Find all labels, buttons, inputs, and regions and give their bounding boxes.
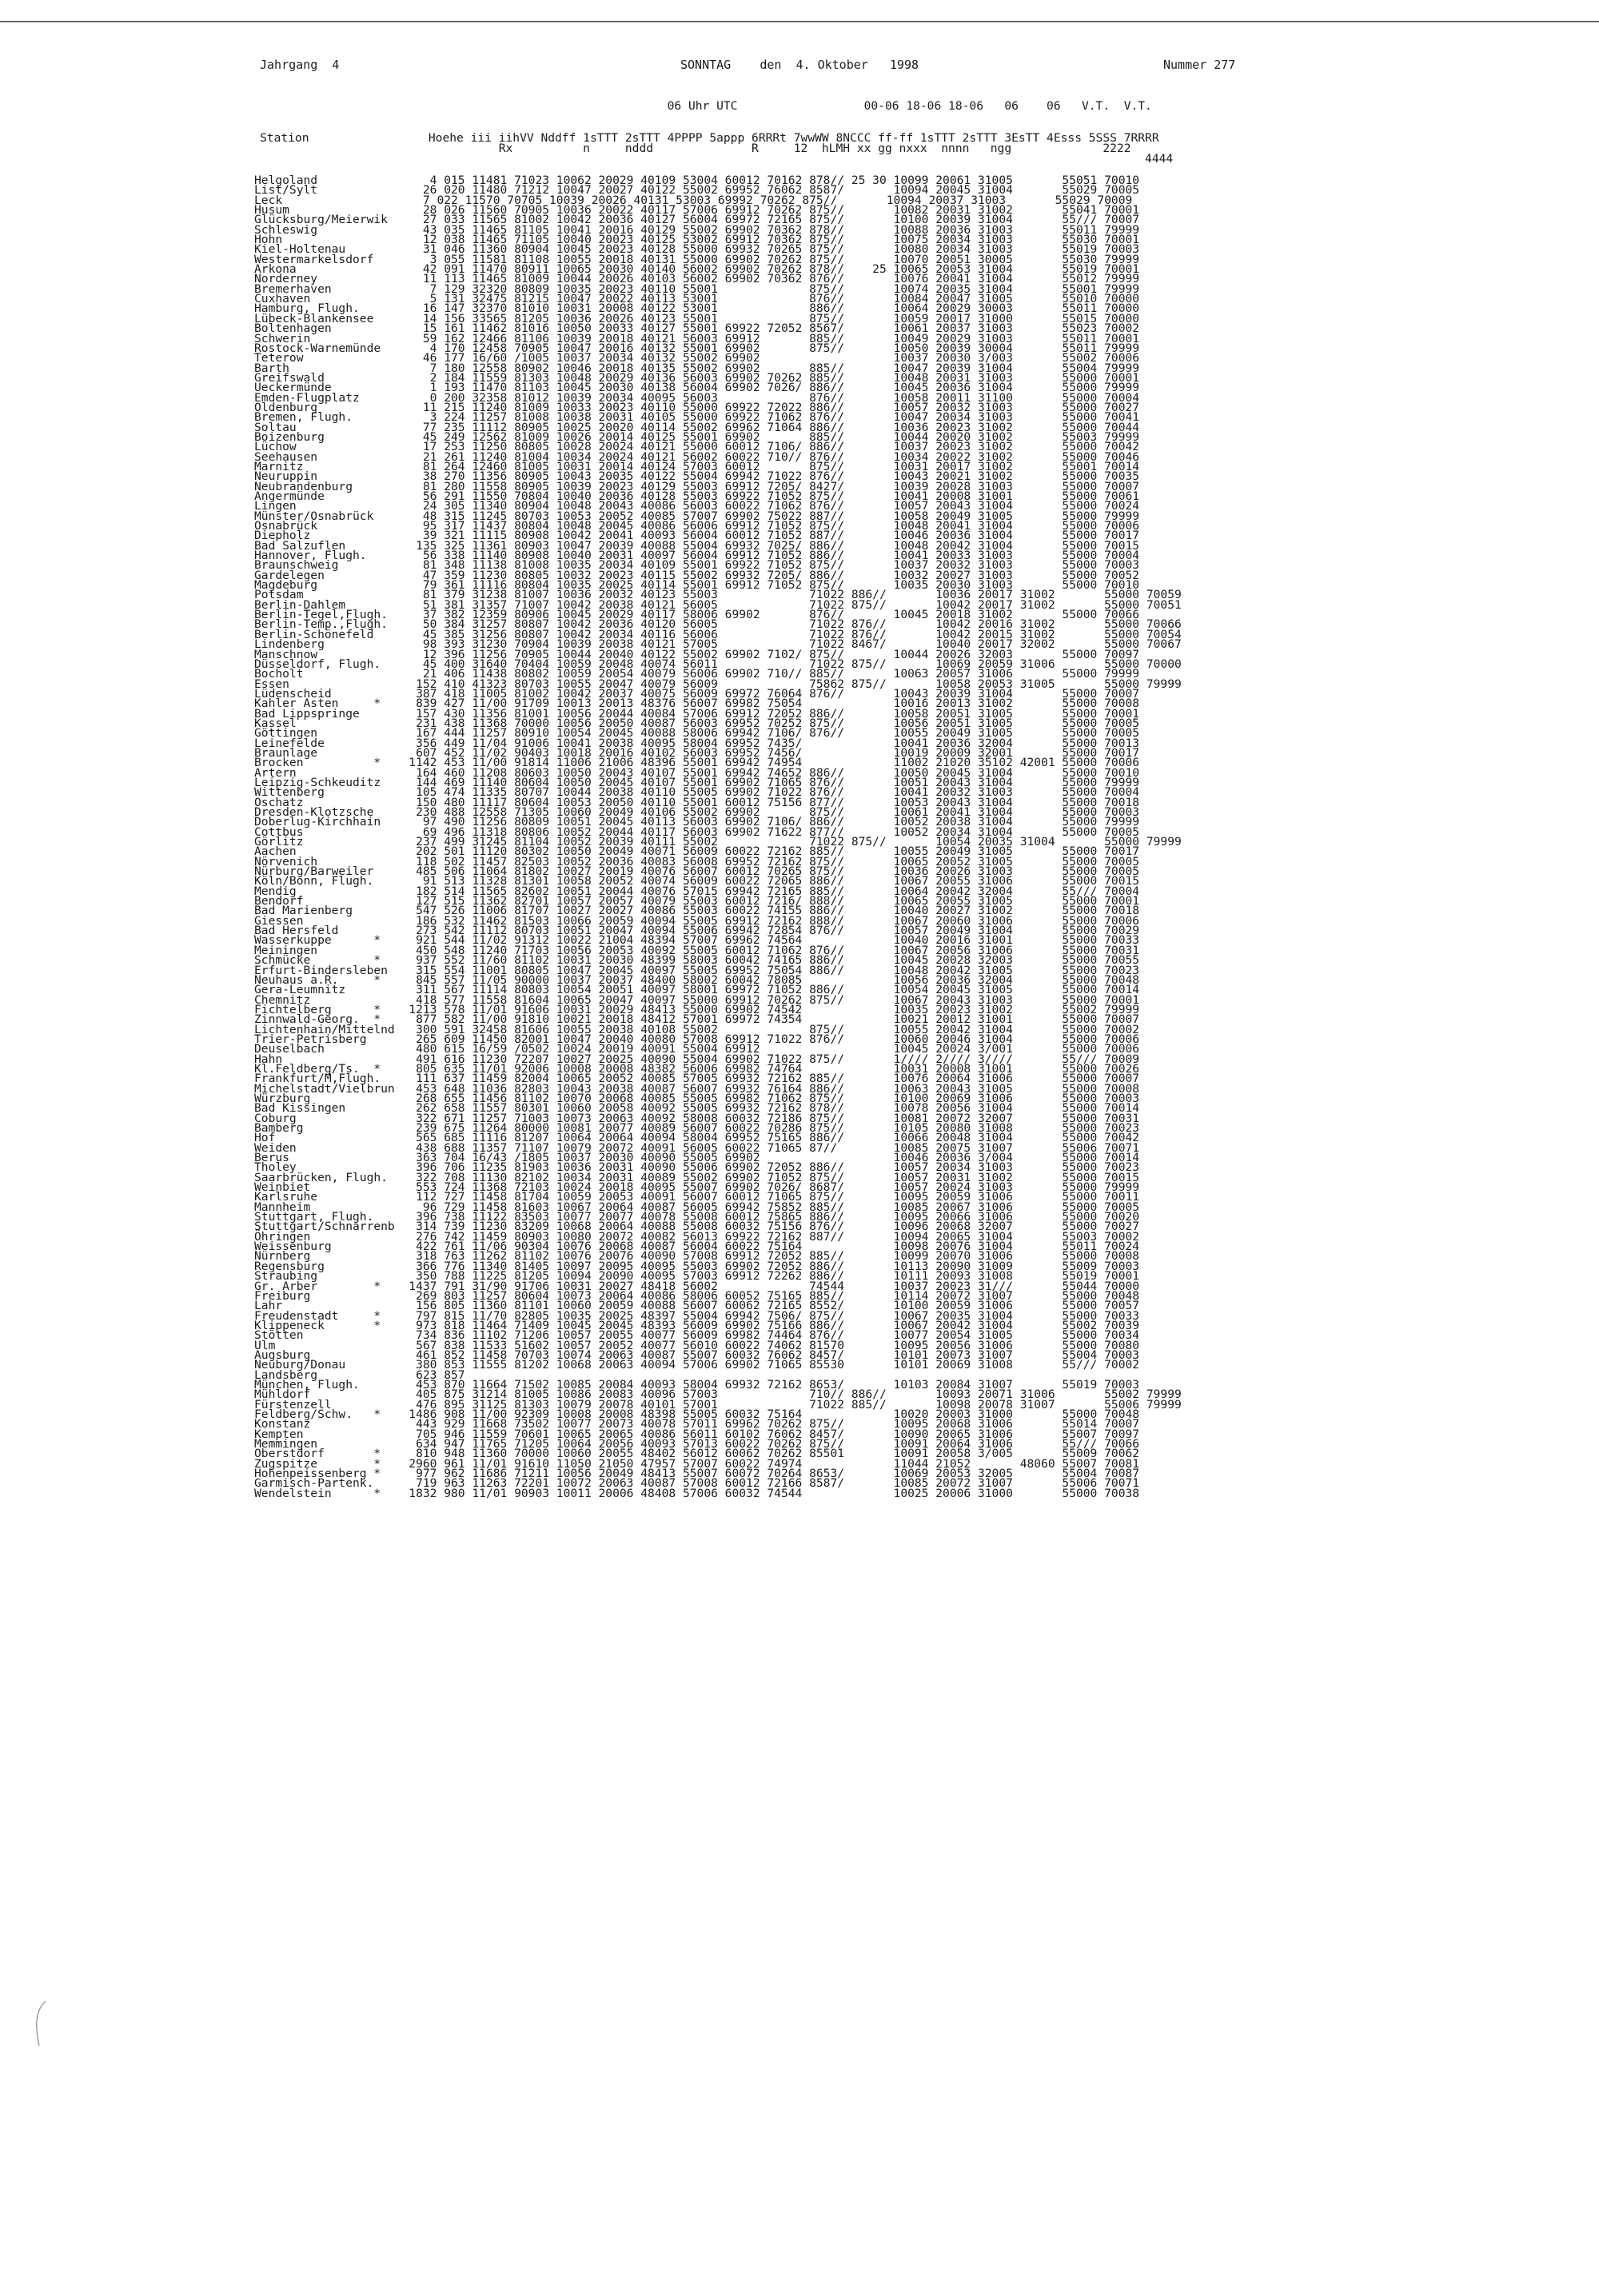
station-row: Erfurt-Bindersleben 315 554 11001 80805 10047 20045 40097 55005 69952 75054 886// 10048 20042 31005 55000 70023 (254, 963, 1140, 977)
station-row: Nörvenich 118 502 11457 82503 10052 20036 40083 56008 69952 72162 875// 10065 20052 31005 55000 70005 (254, 854, 1140, 868)
station-row: Freiburg 269 803 11257 80604 10073 20064 40086 58006 60052 75165 885// 10114 20072 31007 55000 70048 (254, 1288, 1140, 1303)
station-row: Giessen 186 532 11462 81503 10066 20059 40094 55005 69912 72162 888// 10067 20060 31006 55000 70006 (254, 913, 1140, 928)
station-row: Klippeneck * 973 818 11464 71409 10045 20045 48393 56009 69902 75166 886// 10067 20042 31004 55002 70039 (254, 1318, 1140, 1332)
station-row: Wittenberg 105 474 11335 80707 10044 20038 40110 55005 69902 71022 876// 10041 20032 31003 55000 70004 (254, 785, 1140, 800)
station-row: Feldberg/Schw. * 1486 908 11/00 92309 10008 20008 48398 55005 60032 75164 10020 20003 31000 55000 70048 (254, 1407, 1140, 1421)
station-row: Cottbus 69 496 11318 80806 10052 20044 40117 56003 69902 71622 877// 10052 20034 31004 55000 70005 (254, 825, 1140, 839)
station-row: Artern 164 460 11208 80603 10050 20043 40107 55001 69942 74652 886// 10050 20045 31004 55000 70010 (254, 765, 1140, 780)
station-row: Neubrandenburg 81 280 11558 80905 10039 20023 40129 55003 69912 7205/ 8427/ 10039 20028 31003 55000 70007 (254, 479, 1140, 493)
station-row: Berus 363 704 16/43 /1805 10037 20030 40090 55005 69902 10046 20036 3/004 55000 70014 (254, 1151, 1140, 1165)
station-row: Angermünde 56 291 11550 70804 10040 20036 40128 55003 69922 71052 875// 10041 20008 31001 55000 70061 (254, 489, 1140, 503)
pen-mark (30, 1999, 49, 2047)
station-row: Bad Hersfeld 273 542 11112 80703 10051 20047 40094 55006 69942 72854 876// 10057 20049 31004 55000 70029 (254, 924, 1140, 938)
station-row: Düsseldorf, Flugh. 45 400 31640 70404 10059 20048 40074 56011 71022 875// 10069 20059 31006 55000 70000 (254, 657, 1182, 671)
station-row: Mendig 182 514 11565 82602 10051 20044 40076 57015 69942 72165 885// 10064 20042 32004 55/// 70004 (254, 884, 1140, 898)
station-row: Leipzig-Schkeuditz 144 469 11140 80604 10050 20045 40107 55001 69902 71065 876// 10051 20043 31004 55000 79999 (254, 775, 1140, 789)
station-row: Mühldorf 405 875 31214 81005 10086 20083 40096 57003 710// 886// 10093 20071 31006 55002 79999 (254, 1388, 1182, 1402)
station-row: Bamberg 239 675 11264 80000 10081 20077 40089 56007 60022 70286 875// 10105 20080 31008 55000 70023 (254, 1121, 1140, 1135)
station-row: Fürstenzell 476 895 31125 81303 10079 20078 40101 57001 71022 885// 10098 20078 31007 55006 79999 (254, 1397, 1182, 1412)
station-row: Neuburg/Donau 380 853 11555 81202 10068 20063 40094 57006 69902 71065 85530 10101 20069 31008 55/// 70002 (254, 1358, 1140, 1372)
station-row: Berlin-Tegel,Flugh. 37 382 12359 80906 10045 20029 40117 58006 69902 876// 10045 20018 31002 55000 70066 (254, 608, 1140, 622)
station-row: Köln/Bonn, Flugh. 91 513 11328 81301 10058 20052 40074 56009 60022 72065 886// 10067 20055 31006 55000 70015 (254, 874, 1140, 888)
station-row: Boizenburg 45 249 12562 81009 10026 20014 40125 55001 69902 885// 10044 20020 31002 55003 79999 (254, 429, 1140, 444)
station-row: Rostock-Warnemünde 4 170 12458 70905 10047 20016 40132 55001 69902 875// 10050 20039 30004 55011 79999 (254, 341, 1140, 355)
station-row: Garmisch-Partenk. 719 963 11263 72201 10072 20063 40087 57008 60012 72166 8587/ 10085 20072 31007 55006 70071 (254, 1476, 1140, 1491)
column-header-line-4: 4444 (260, 152, 1174, 166)
station-row: Kassel 231 438 11368 70000 10056 20050 40087 56003 69952 70252 875// 10056 20051 31005 55000 70005 (254, 716, 1140, 730)
station-row: Ulm 567 838 11533 51602 10057 20052 40077 56010 60022 74062 81570 10095 20056 31006 55000 70080 (254, 1338, 1140, 1352)
station-row: Michelstadt/Vielbrun 453 648 11036 82803 10043 20038 40087 56007 69932 76164 886// 10063 20043 31005 55000 70008 (254, 1081, 1140, 1096)
station-row: Bremerhaven 7 129 32320 80809 10035 20023 40110 55001 875// 10074 20035 31004 55001 79999 (254, 282, 1140, 296)
station-row: Arkona 42 091 11470 80911 10065 20030 40140 56002 69902 70262 878// 25 10065 20053 31004 55019 70001 (254, 262, 1140, 277)
station-row: Wasserkuppe * 921 544 11/02 91312 10022 21004 48394 57007 69962 74564 10040 20016 31001 55000 70033 (254, 933, 1140, 948)
station-row: Meiningen 450 548 11240 71703 10056 20053 40092 55005 60012 71062 876// 10067 20056 31006 55000 70031 (254, 943, 1140, 957)
station-row: Schwerin 59 162 12466 81106 10039 20018 40121 56003 69912 885// 10049 20029 31003 55011 70001 (254, 331, 1140, 345)
station-row: Manschnow 12 396 11256 70905 10044 20040 40122 55002 69902 7102/ 875// 10044 20026 32003 55000 70097 (254, 647, 1140, 661)
station-row: Norderney 11 113 11465 81009 10044 20026 40103 56002 69902 70362 876// 10076 20041 31004 55012 79999 (254, 272, 1140, 286)
station-row: Fichtelberg * 1213 578 11/01 91606 10031 20029 48413 55000 69902 74542 10035 20023 31002 55002 79999 (254, 1002, 1140, 1016)
station-row: Weinbiet 553 724 11368 72103 10024 20018 40095 55007 69902 7026/ 8687/ 10057 20024 31003 55000 79999 (254, 1180, 1140, 1195)
station-row: Kiel-Holtenau 31 046 11360 80904 10045 20023 40128 55000 69932 70265 875// 10080 20034 31003 55019 70003 (254, 242, 1140, 257)
station-row: Frankfurt/M,Flugh. 111 637 11459 82004 10065 20052 40085 57005 69932 72162 885// 10076 20064 31006 55000 70007 (254, 1072, 1140, 1086)
station-row: Tholey 396 706 11235 81903 10036 20031 40090 55006 69902 72052 886// 10057 20034 31003 55000 70023 (254, 1160, 1140, 1175)
station-row: Berlin-Temp.,Flugh. 50 384 31257 80807 10042 20036 40120 56005 71022 876// 10042 20016 31002 55000 70066 (254, 617, 1182, 632)
station-row: Nürnberg 318 763 11262 81102 10076 20076 40090 57008 69912 72052 885// 10099 20070 31006 55000 70008 (254, 1249, 1140, 1264)
station-row: Bocholt 21 406 11438 80802 10059 20054 40079 56006 69902 710// 885// 10063 20057 31006 55000 79999 (254, 667, 1140, 681)
station-row: Kempten 705 946 11559 70601 10065 20065 40086 56011 60102 76062 8457/ 10090 20065 31006 55007 70097 (254, 1427, 1140, 1441)
station-row: Coburg 322 671 11257 71003 10073 20063 40092 58008 60032 72186 875// 10081 20072 32007 55000 70031 (254, 1111, 1140, 1125)
station-row: Osnabrück 95 317 11437 80804 10048 20045 40086 56006 69912 71052 875// 10048 20041 31004 55000 70006 (254, 519, 1140, 533)
station-row: Hof 565 685 11116 81207 10064 20064 40094 58004 69952 75165 886// 10066 20048 31004 55000 70042 (254, 1131, 1140, 1145)
station-row: Hamburg, Flugh. 16 147 32370 81010 10031 20008 40122 53001 886// 10064 20029 30003 55011 70000 (254, 301, 1140, 316)
station-row: Barth 7 180 12558 80902 10046 20018 40135 55002 69902 885// 10047 20039 31004 55004 79999 (254, 361, 1140, 375)
station-row: Schleswig 43 035 11465 81105 10041 20016 40129 55002 69902 70362 878// 10088 20036 31003 55011 79999 (254, 222, 1140, 237)
issue-volume: Jahrgang 4 (260, 58, 340, 72)
station-row: Görlitz 237 499 31245 81104 10052 20039 40111 55002 71022 875// 10054 20035 31004 55000 79999 (254, 835, 1182, 849)
station-row: Landsberg 623 857 (254, 1368, 465, 1382)
station-row: Greifswald 2 184 11559 81303 10048 20029 40136 56003 69902 70262 885// 10048 20031 31003 55000 70001 (254, 370, 1140, 385)
station-row: Nürburg/Barweiler 485 506 11064 81802 10027 20019 40076 56007 60012 70265 875// 10036 20026 31003 55000 70005 (254, 864, 1140, 879)
station-row: Weiden 438 688 11357 71107 10079 20072 40091 56005 60022 71065 87// 10085 20075 31007 55006 70071 (254, 1140, 1140, 1155)
station-row: Memmingen 634 947 11765 71205 10064 20056 40093 57013 60022 70262 875// 10091 20064 31006 55/// 70066 (254, 1437, 1140, 1451)
station-row: Würzburg 268 655 11456 81102 10070 20068 40085 55005 69982 71062 875// 10100 20069 31006 55000 70003 (254, 1091, 1140, 1105)
station-row: Helgoland 4 015 11481 71023 10062 20029 40109 53004 60012 70162 878// 25 30 10099 20061 31005 55051 70010 (254, 174, 1140, 187)
station-row: Bad Marienberg 547 526 11006 81707 10027 20027 40086 55003 60022 74155 886// 10040 20027 31002 55000 70018 (254, 904, 1140, 918)
station-row: Stuttgart, Flugh. 396 738 11122 83503 10077 20077 40078 55008 60012 75865 886// 10095 20066 31006 55000 70020 (254, 1210, 1140, 1224)
station-row: Lindenberg 98 393 31230 70904 10039 20038 40121 57005 71022 8467/ 10040 20017 32002 55000 70067 (254, 637, 1182, 652)
station-row: Zinnwald-Georg. * 877 582 11/00 91810 10021 20018 48412 57001 69972 74354 10021 20012 31001 55000 70007 (254, 1012, 1140, 1027)
station-row: Münster/Osnabrück 48 315 11245 80703 10053 20052 40085 57007 69902 75022 887// 10058 20049 31005 55000 79999 (254, 509, 1140, 523)
station-row: Husum 28 026 11560 70905 10036 20022 40117 57006 69912 70262 875// 10082 20031 31002 55041 70001 (254, 203, 1140, 218)
scan-edge-line (0, 21, 1599, 22)
column-header-line-2: Station Hoehe iii iihVV Nddff 1sTTT 2sTTT 4PPPP 5appp 6RRRt 7wwWW 8NCCC ff-ff 1sTTT 2sTTT 3EsTT 4Esss 5SSS 7RRRR (260, 131, 1159, 145)
station-row: Lichtenhain/Mittelnd 300 591 32458 81606 10055 20038 40108 55002 875// 10055 20042 31004 55000 70002 (254, 1022, 1140, 1036)
station-row: Hohenpeissenberg * 977 962 11686 71211 10056 20049 48413 55007 60072 70264 8653/ 10069 20053 32005 55004 70087 (254, 1467, 1140, 1481)
station-row: Neuhaus a.R. * 845 557 11/05 90000 10037 20037 48400 58002 60042 78085 10056 20036 32004 55000 70048 (254, 972, 1140, 987)
station-row: Stuttgart/Schnarrenb 314 739 11230 83209 10068 20064 40088 55008 60032 75156 876// 10096 20068 32007 55000 70027 (254, 1220, 1140, 1234)
station-row: Straubing 350 788 11225 81205 10094 20090 40095 57003 69912 72262 886// 10111 20093 31008 55019 70001 (254, 1269, 1140, 1284)
station-row: Konstanz 443 929 11668 73502 10077 20073 40078 57011 69962 70262 875// 10095 20068 31006 55014 70007 (254, 1417, 1140, 1432)
station-row: Ueckermünde 1 193 11470 81103 10045 20030 40138 56004 69902 7026/ 886// 10045 20036 31004 55000 79999 (254, 381, 1140, 395)
station-row: Lübeck-Blankensee 14 156 33565 81205 10036 20026 40123 55001 875// 10059 20017 31000 55015 70000 (254, 311, 1140, 325)
station-row: Emden-Flugplatz 0 200 32358 81012 10039 20034 40095 56003 876// 10058 20011 31100 55000 70004 (254, 390, 1140, 405)
column-header-line-3: Rx n nddd R 12 hLMH xx gg nxxx nnnn ngg 2222 (260, 142, 1131, 155)
station-row: Teterow 46 177 16/60 /1005 10037 20034 40132 55002 69902 10037 20030 3/003 55002 70006 (254, 351, 1140, 365)
station-row: Hannover, Flugh. 56 338 11140 80908 10040 20031 40097 56004 69912 71052 886// 10041 20033 31003 55000 70004 (254, 549, 1140, 563)
column-header-line-1: 06 Uhr UTC 00-06 18-06 18-06 06 06 V.T. V.T. (260, 99, 1152, 113)
station-row: Zugspitze * 2960 961 11/01 91610 11050 21050 47957 57007 60022 74974 11044 21052 48060 55007 70081 (254, 1456, 1140, 1471)
station-row: Öhringen 276 742 11459 80903 10080 20072 40082 56013 69922 72162 887// 10094 20065 31004 55003 70002 (254, 1229, 1140, 1244)
station-row: Bremen, Flugh. 3 224 11257 81008 10038 20031 40105 55000 69922 71062 876// 10047 20034 31003 55000 70041 (254, 410, 1140, 425)
station-row: Kl.Feldberg/Ts. * 805 635 11/01 92006 10008 20008 48382 56006 69982 74764 10031 20008 31001 55000 70026 (254, 1061, 1140, 1076)
station-row: Bad Lippspringe 157 430 11356 81001 10056 20044 40084 57006 69912 72052 886// 10058 20051 31005 55000 70001 (254, 706, 1140, 721)
station-row: Leinefelde 356 449 11/04 91006 10041 20038 40095 58004 69952 7435/ 10041 20036 32004 55000 70013 (254, 736, 1140, 750)
station-row: Dresden-Klotzsche 230 488 12558 71305 10060 20049 40106 55002 69902 875// 10061 20041 31004 55000 70003 (254, 805, 1140, 819)
station-row: Oldenburg 11 215 11240 81009 10033 20023 40110 55000 69922 72022 886// 10057 20032 31003 55000 70027 (254, 400, 1140, 414)
station-row: Oberstdorf * 810 948 11360 70000 10060 20055 48402 56012 60062 70262 85501 10091 20058 3/005 55009 70062 (254, 1447, 1140, 1461)
station-row: List/Sylt 26 020 11480 71212 10047 20027 40122 55002 69952 76062 8587/ 10094 20045 31004 55029 70005 (254, 183, 1140, 198)
station-row: Stötten 734 836 11102 71206 10057 20055 40077 56009 69982 74464 876// 10077 20054 31005 55000 70034 (254, 1328, 1140, 1343)
station-row: Weissenburg 422 761 11/06 90304 10076 20068 40087 56004 60022 75164 10098 20076 31004 55011 70024 (254, 1240, 1140, 1254)
station-row: Göttingen 167 444 11257 80910 10054 20045 40088 58006 69942 7106/ 876// 10055 20049 31005 55000 70005 (254, 726, 1140, 741)
station-row: Diepholz 39 321 11115 80908 10042 20041 40093 56004 60012 71052 887// 10046 20036 31004 55000 70017 (254, 529, 1140, 543)
station-row: Lüdenscheid 387 418 11005 81002 10042 20037 40075 56009 69972 76064 876// 10043 20039 31004 55000 70007 (254, 686, 1140, 701)
station-row: Potsdam 81 379 31238 81007 10036 20032 40123 55003 71022 886// 10036 20017 31002 55000 70059 (254, 588, 1182, 602)
station-row: Saarbrücken, Flugh. 322 708 11130 82102 10034 20031 40089 55002 69902 71052 875// 10057 20031 31002 55000 70015 (254, 1170, 1140, 1184)
issue-date: SONNTAG den 4. Oktober 1998 (680, 58, 919, 72)
station-row: Boltenhagen 15 161 11462 81016 10050 20033 40127 55001 69922 72052 8567/ 10061 20037 31003 55023 70002 (254, 321, 1140, 336)
station-row: Oschatz 150 480 11117 80604 10053 20050 40110 55001 60012 75156 877// 10053 20043 31004 55000 70018 (254, 795, 1140, 809)
station-row: Kahler Asten * 839 427 11/00 91709 10013 20013 48376 56007 69982 75054 10016 20013 31002 55000 70008 (254, 697, 1140, 711)
station-row: Braunlage 607 452 11/02 90403 10018 20016 40102 56003 69952 7456/ 10019 20009 32001 55000 70017 (254, 745, 1140, 760)
station-row: Karlsruhe 112 727 11458 81704 10059 20053 40091 56007 60012 71065 875// 10095 20059 31006 55000 70011 (254, 1190, 1140, 1204)
station-row: Bad Kissingen 262 658 11557 80301 10060 20058 40092 55005 69932 72162 878// 10078 20056 31004 55000 70014 (254, 1101, 1140, 1116)
station-row: Westermarkelsdorf 3 055 11581 81108 10055 20018 40131 55000 69902 70262 875// 10070 20051 30005 55030 79999 (254, 252, 1140, 266)
station-row: Cuxhaven 5 131 32475 81215 10047 20022 40113 53001 876// 10084 20047 31005 55010 70000 (254, 292, 1140, 306)
station-row: Glücksburg/Meierwik 27 033 11565 81002 10042 20036 40127 56004 69972 72165 875// 10100 20039 31004 55/// 70007 (254, 213, 1140, 227)
station-row: Magdeburg 79 361 11116 80804 10035 20025 40114 55001 69912 71052 875// 10035 20030 31003 55000 70010 (254, 578, 1140, 593)
station-row: Bad Salzuflen 135 325 11361 80903 10047 20039 40088 55004 69932 7025/ 886// 10048 20042 31004 55000 70015 (254, 538, 1140, 553)
station-row: München, Flugh. 453 870 11664 71502 10085 20084 40093 58004 69932 72162 8653/ 10103 20084 31007 55019 70003 (254, 1377, 1140, 1392)
station-row: Gera-Leumnitz 311 567 11114 80803 10054 20051 40097 58001 69972 71052 886// 10054 20045 31005 55000 70014 (254, 983, 1140, 997)
station-row: Trier-Petrisberg 265 609 11450 82001 10047 20040 40080 57008 69912 71022 876// 10060 20046 31004 55000 70006 (254, 1032, 1140, 1046)
station-row: Essen 152 410 41323 80703 10055 20047 40079 56009 75862 875// 10058 20053 31005 55000 79999 (254, 677, 1182, 691)
station-row: Bendorf 127 515 11362 82701 10057 20057 40079 55003 60012 7216/ 888// 10065 20055 31005 55000 70001 (254, 894, 1140, 908)
station-row: Regensburg 366 776 11340 81405 10097 20095 40095 55003 69902 72052 886// 10113 20090 31009 55009 70003 (254, 1259, 1140, 1273)
station-row: Lüchow 17 253 11250 80805 10028 20024 40121 55000 60012 7106/ 886// 10037 20023 31002 55000 70042 (254, 440, 1140, 454)
station-row: Mannheim 96 729 11458 81603 10067 20064 40087 56005 69942 75852 885// 10085 20067 31006 55000 70005 (254, 1200, 1140, 1214)
station-row: Wendelstein * 1832 980 11/01 90903 10011 20006 48408 57006 60032 74544 10025 20006 31000 55000 70038 (254, 1486, 1140, 1500)
station-row: Hahn 491 616 11230 72207 10027 20025 40090 55004 69902 71022 875// 1//// 2//// 3//// 55/// 70009 (254, 1052, 1140, 1066)
station-row: Gr. Arber * 1437 791 31/90 91706 10031 20027 48418 56002 74544 10037 20023 31/// 55044 70000 (254, 1279, 1140, 1293)
station-row: Schmücke * 937 552 11/60 81102 10031 20030 48399 58003 60042 74165 886// 10045 20028 32003 55000 70055 (254, 953, 1140, 968)
station-row: Brocken * 1142 453 11/00 91814 11006 21006 48396 55001 69942 74954 11002 21020 35102 42001 55000 70006 (254, 756, 1140, 770)
station-row: Soltau 77 235 11112 80905 10025 20020 40114 55002 69962 71064 886// 10036 20023 31002 55000 70044 (254, 420, 1140, 434)
station-row: Lingen 24 305 11340 80904 10048 20043 40086 56003 60022 71062 876// 10057 20043 31004 55000 70024 (254, 499, 1140, 513)
station-table (254, 176, 1182, 1499)
station-row: Chemnitz 418 577 11558 81604 10065 20047 40097 55000 69912 70262 875// 10067 20043 31003 55000 70001 (254, 992, 1140, 1007)
station-row: Seehausen 21 261 11240 81004 10034 20024 40121 56002 60022 710// 876// 10034 20022 31002 55000 70046 (254, 449, 1140, 464)
station-row: Augsburg 461 852 11458 70703 10074 20063 40087 55007 60032 76062 8457/ 10101 20073 31007 55004 70003 (254, 1348, 1140, 1362)
station-row: Braunschweig 81 348 11138 81008 10035 20034 40109 55001 69922 71052 875// 10037 20032 31003 55000 70003 (254, 558, 1140, 573)
issue-number: Nummer 277 (1163, 58, 1236, 72)
station-row: Marnitz 81 264 12460 81005 10031 20014 40124 57003 60012 875// 10031 20017 31002 55001 70014 (254, 459, 1140, 473)
station-row: Leck 7 022 11570 70705 10039 20026 40131 53003 69992 70262 875// 10094 20037 31003 55029 70009 (254, 193, 1133, 207)
station-row: Hohn 12 038 11465 71105 10040 20023 40125 53002 69912 70362 875// 10075 20034 31003 55030 70001 (254, 233, 1140, 247)
station-row: Lahr 156 805 11360 81101 10060 20059 40088 56007 60062 72165 8552/ 10100 20059 31006 55000 70057 (254, 1299, 1140, 1313)
station-row: Berlin-Dahlem 51 381 31357 71007 10042 20038 40121 56005 71022 875// 10042 20017 31002 55000 70051 (254, 597, 1182, 612)
station-row: Aachen 202 501 11120 80302 10050 20049 40071 56009 60022 72162 885// 10055 20049 31005 55000 70017 (254, 845, 1140, 859)
station-row: Doberlug-Kirchhain 97 490 11256 80809 10051 20045 40113 56003 69902 7106/ 886// 10052 20038 31004 55000 79999 (254, 815, 1140, 829)
station-row: Freudenstadt * 797 815 11/70 82805 10035 20025 48397 55004 69942 7506/ 875// 10067 20035 31004 55000 70033 (254, 1308, 1140, 1323)
station-row: Berlin-Schönefeld 45 385 31256 80807 10042 20034 40116 56006 71022 876// 10042 20015 31002 55000 70054 (254, 627, 1182, 641)
station-row: Deuselbach 480 615 16/59 /0502 10024 20019 40091 55004 69912 10045 20024 3/001 55000 70006 (254, 1042, 1140, 1056)
station-row: Neuruppin 38 270 11356 80905 10043 20035 40122 55004 69942 71022 876// 10043 20021 31002 55000 70035 (254, 469, 1140, 484)
station-row: Gardelegen 47 359 11230 80805 10032 20023 40115 55002 69932 7205/ 886// 10032 20027 31003 55000 70052 (254, 568, 1140, 582)
